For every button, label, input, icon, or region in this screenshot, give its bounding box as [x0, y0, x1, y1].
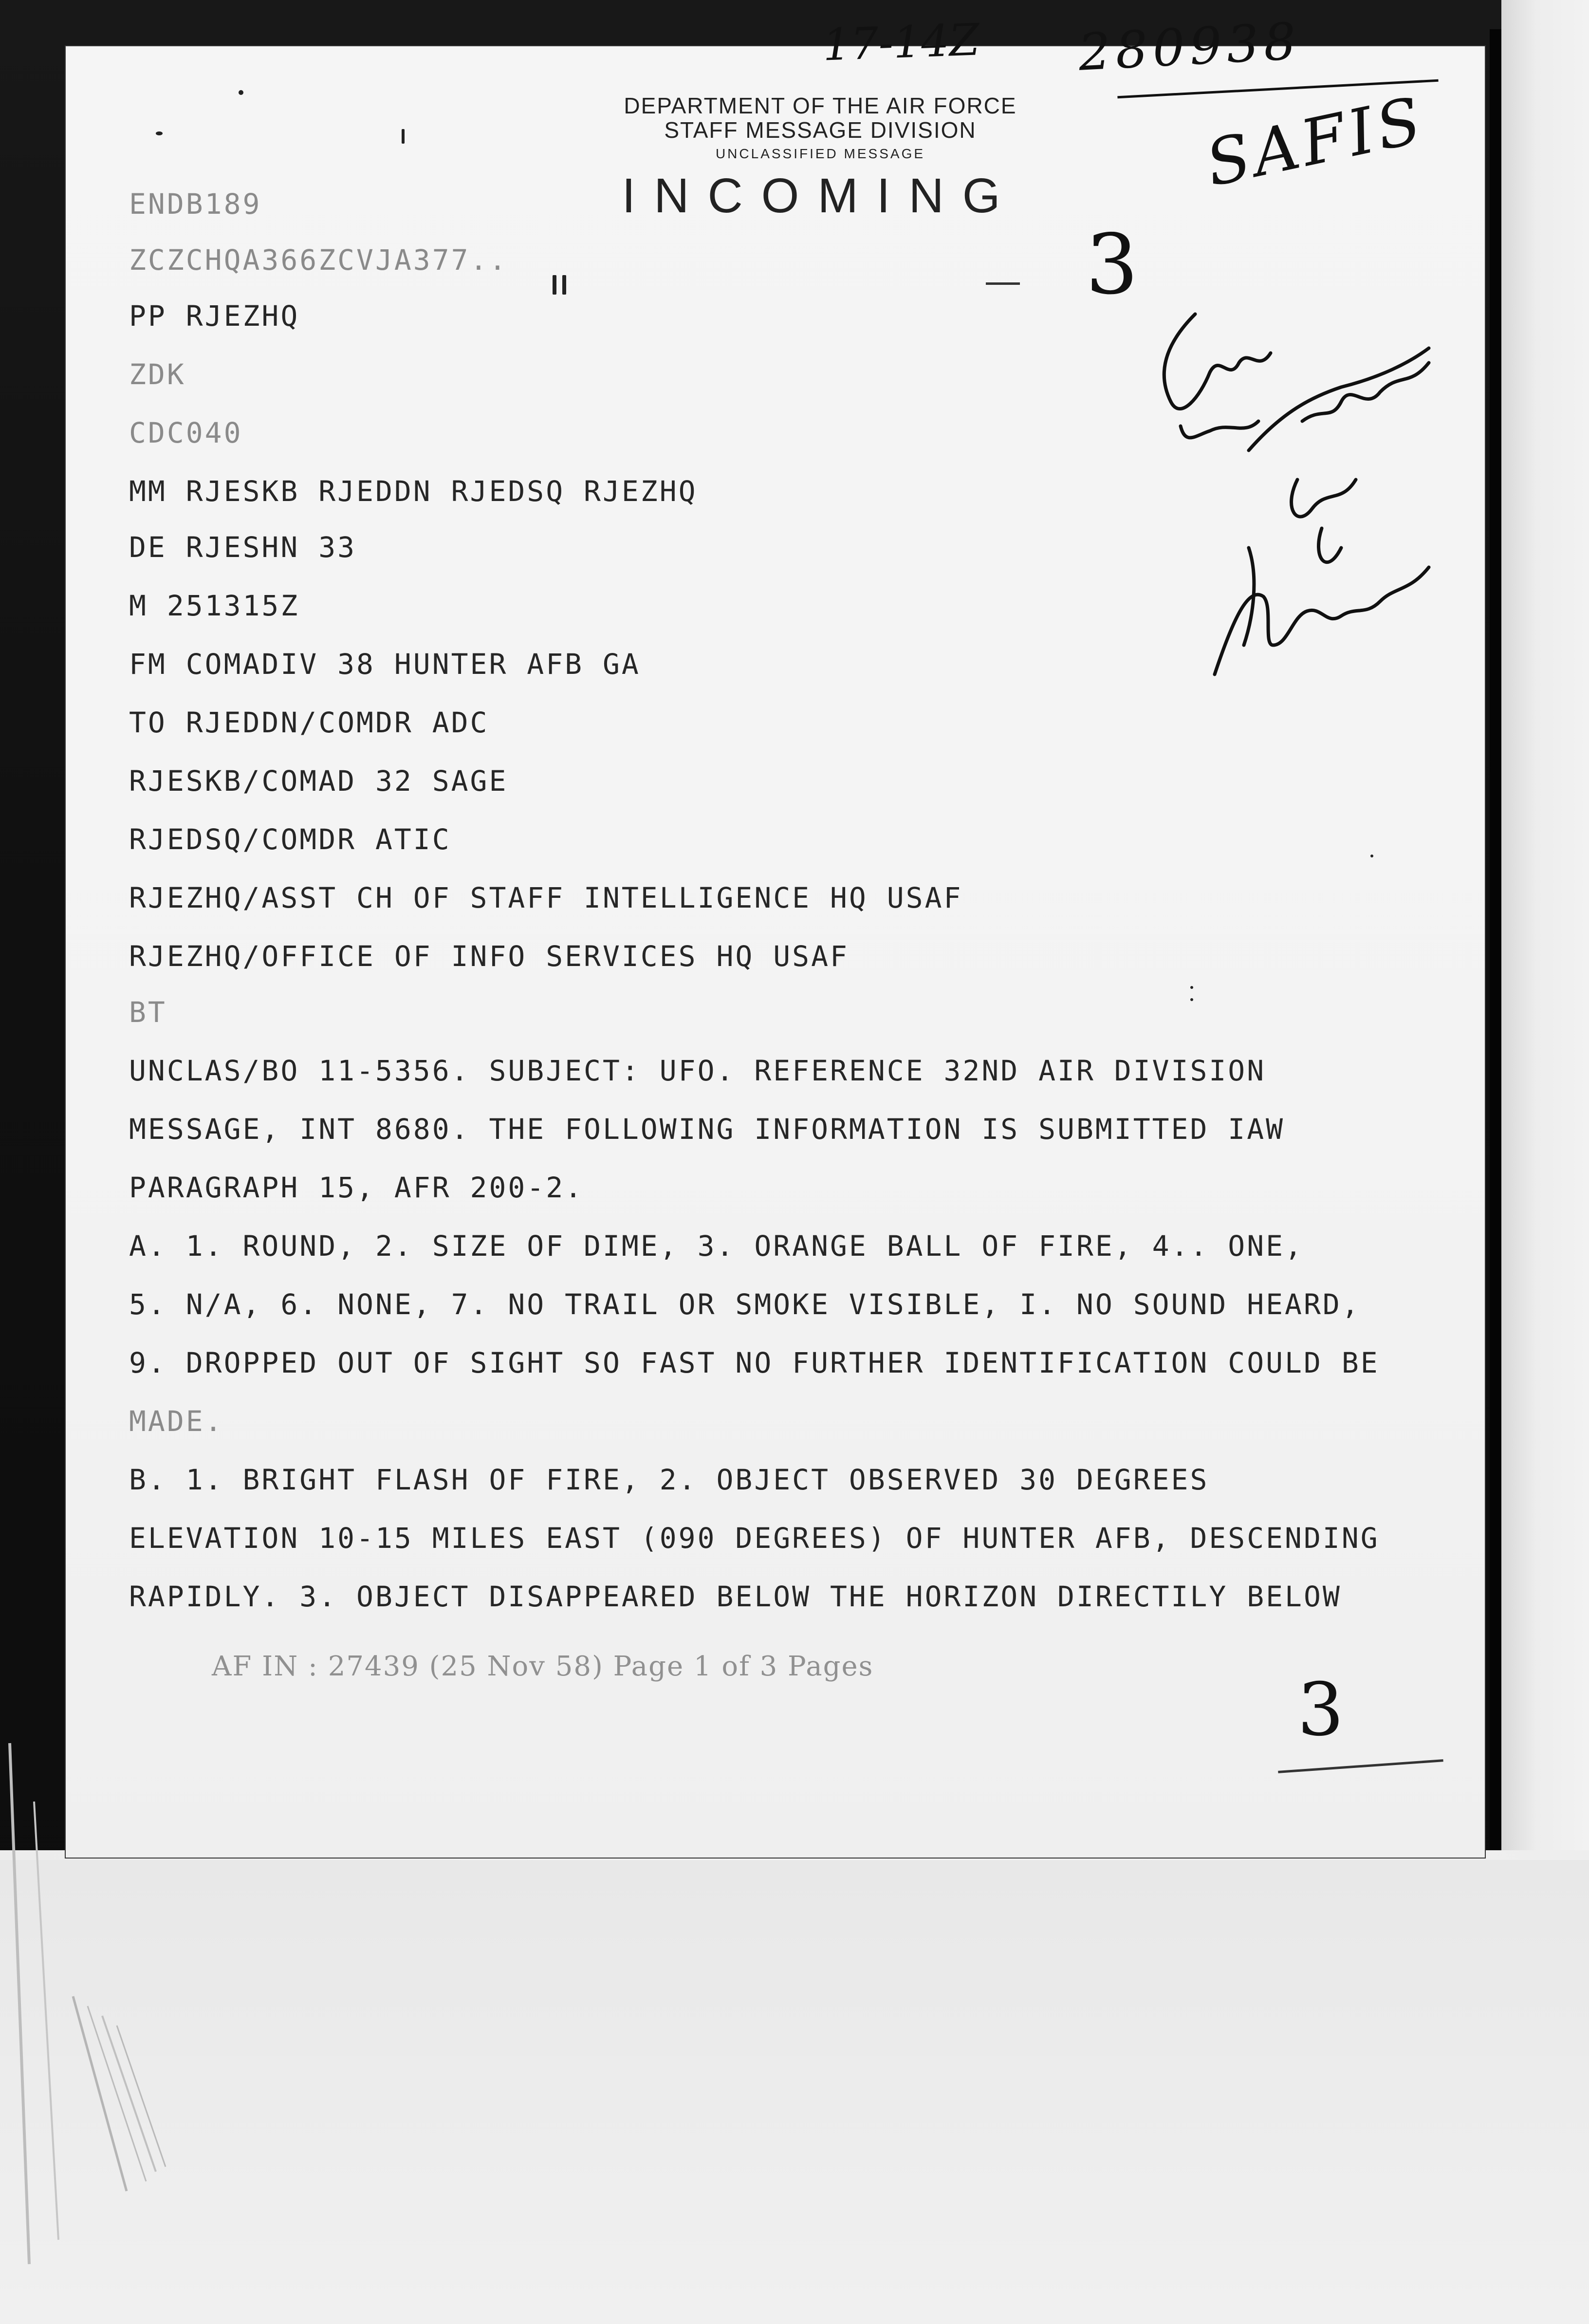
routing-line-6: MM RJESKB RJEDDN RJEDSQ RJEZHQ [129, 475, 698, 508]
speck [562, 275, 566, 295]
body-line-1: UNCLAS/BO 11-5356. SUBJECT: UFO. REFERENCE 32ND AIR DIVISION [129, 1054, 1266, 1087]
department-heading: DEPARTMENT OF THE AIR FORCE [624, 93, 1017, 118]
speck [156, 131, 163, 135]
body-line-9: ELEVATION 10-15 MILES EAST (090 DEGREES) OF HUNTER AFB, DESCENDING [129, 1522, 1380, 1555]
speck [1370, 855, 1373, 857]
body-line-7: MADE. [129, 1405, 224, 1438]
film-lower-stripe [0, 1860, 1589, 2324]
handwritten-page-underline [1278, 1759, 1443, 1773]
division-heading: STAFF MESSAGE DIVISION [664, 117, 977, 143]
handwritten-time: 17-14Z [822, 14, 980, 71]
routing-line-4: ZDK [129, 358, 186, 391]
handwritten-dash [986, 282, 1020, 285]
routing-line-3: PP RJEZHQ [129, 299, 300, 333]
routing-line-10: TO RJEDDN/COMDR ADC [129, 706, 489, 739]
routing-line-14: RJEZHQ/OFFICE OF INFO SERVICES HQ USAF [129, 940, 849, 973]
routing-line-9: FM COMADIV 38 HUNTER AFB GA [129, 648, 641, 681]
body-line-10: RAPIDLY. 3. OBJECT DISAPPEARED BELOW THE HORIZON DIRECTILY BELOW [129, 1580, 1342, 1613]
film-margin [1501, 0, 1589, 1860]
body-line-6: 9. DROPPED OUT OF SIGHT SO FAST NO FURTHER IDENTIFICATION COULD BE [129, 1346, 1380, 1379]
speck [402, 129, 405, 144]
handwritten-page-mark: 3 [1297, 1668, 1344, 1752]
body-line-4: A. 1. ROUND, 2. SIZE OF DIME, 3. ORANGE BALL OF FIRE, 4.. ONE, [129, 1229, 1304, 1263]
routing-line-8: M 251315Z [129, 589, 300, 622]
body-line-5: 5. N/A, 6. NONE, 7. NO TRAIL OR SMOKE VISIBLE, I. NO SOUND HEARD, [129, 1288, 1361, 1321]
body-line-3: PARAGRAPH 15, AFR 200-2. [129, 1171, 584, 1204]
film-edge [1490, 29, 1501, 1850]
handwritten-number: 280938 [1077, 11, 1302, 82]
handwritten-note-scribble [1137, 275, 1453, 762]
routing-line-12: RJEDSQ/COMDR ATIC [129, 823, 451, 856]
handwritten-priority: 3 [1086, 217, 1139, 313]
routing-line-11: RJESKB/COMAD 32 SAGE [129, 764, 508, 798]
routing-line-15: BT [129, 996, 167, 1029]
routing-line-1: ENDB189 [129, 187, 262, 221]
body-line-2: MESSAGE, INT 8680. THE FOLLOWING INFORMATION IS SUBMITTED IAW [129, 1113, 1285, 1146]
routing-line-5: CDC040 [129, 416, 243, 449]
routing-line-2: ZCZCHQA366ZCVJA377.. [129, 243, 508, 277]
routing-line-7: DE RJESHN 33 [129, 531, 357, 564]
classification-heading: UNCLASSIFIED MESSAGE [715, 146, 925, 161]
speck [239, 90, 243, 95]
speck [1190, 998, 1193, 1001]
body-line-8: B. 1. BRIGHT FLASH OF FIRE, 2. OBJECT OBSERVED 30 DEGREES [129, 1463, 1209, 1496]
message-page [66, 11, 1485, 1858]
message-footer: AF IN : 27439 (25 Nov 58) Page 1 of 3 Pages [212, 1651, 874, 1682]
routing-line-13: RJEZHQ/ASST CH OF STAFF INTELLIGENCE HQ USAF [129, 881, 963, 914]
handwritten-safis: SAFIS [1200, 82, 1431, 201]
message-type-heading: INCOMING [622, 168, 1019, 223]
speck [553, 275, 556, 295]
speck [1190, 986, 1193, 989]
